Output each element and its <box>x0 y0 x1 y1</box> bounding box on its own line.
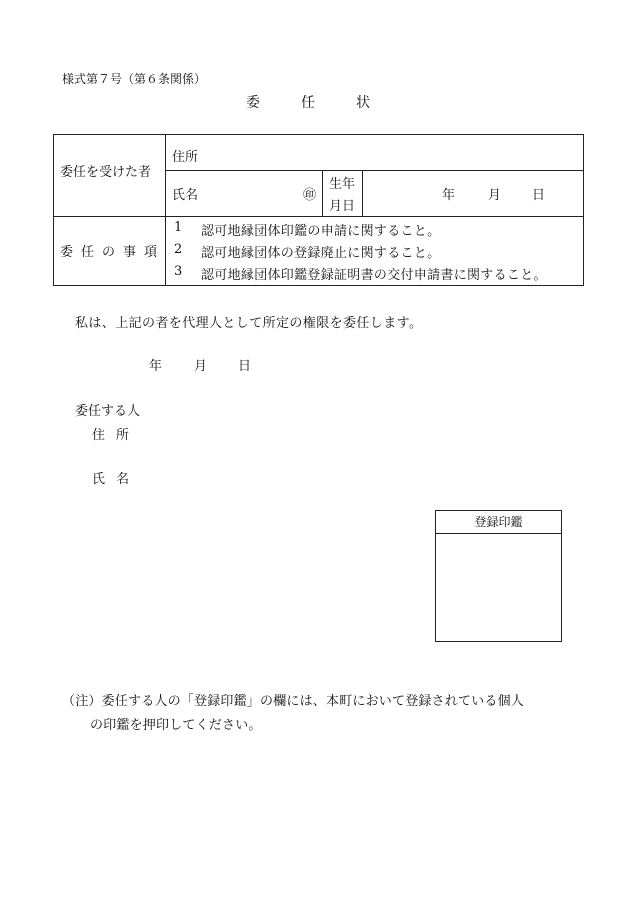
note-line-2: の印鑑を押印してください。 <box>90 718 262 733</box>
label-char: 所 <box>116 428 130 443</box>
seal-mark: ㊞ <box>303 188 317 203</box>
matter-text: 認可地縁団体印鑑登録証明書の交付申請書に関すること。 <box>201 268 547 283</box>
table-divider <box>165 170 583 171</box>
matters-header-char: 項 <box>144 245 158 260</box>
birth-label-line2: 月日 <box>329 199 356 214</box>
title-char: 状 <box>356 95 370 111</box>
registered-seal-box <box>435 510 562 642</box>
document-title <box>246 92 370 112</box>
label-char: 氏 <box>92 472 106 487</box>
birth-year: 年 <box>442 188 456 203</box>
birth-label-line1: 生年 <box>329 177 356 192</box>
table-divider <box>322 170 323 216</box>
address-label: 住所 <box>172 150 199 165</box>
form-number: 様式第７号（第６条関係） <box>62 72 207 86</box>
matter-number: 1 <box>174 220 183 235</box>
matters-header-char: 委 <box>60 245 74 260</box>
title-char: 委 <box>246 95 260 111</box>
label-char: 住 <box>92 428 106 443</box>
principal-address-label <box>92 424 129 443</box>
birth-day: 日 <box>532 188 546 203</box>
table-divider <box>54 216 583 217</box>
sign-date-month: 月 <box>194 359 208 374</box>
table-divider <box>362 170 363 216</box>
birth-month: 月 <box>488 188 502 203</box>
matter-text: 認可地縁団体の登録廃止に関すること。 <box>201 246 441 261</box>
matter-number: 3 <box>174 264 183 279</box>
registered-seal-label: 登録印鑑 <box>436 511 561 534</box>
delegation-table <box>53 134 584 286</box>
sign-date-day: 日 <box>238 359 252 374</box>
sign-date-year: 年 <box>149 359 163 374</box>
matters-header-char: 任 <box>81 245 95 260</box>
matter-number: 2 <box>174 242 183 257</box>
matters-header-char: 事 <box>123 245 137 260</box>
matters-header <box>60 241 157 260</box>
matter-text: 認可地縁団体印鑑の申請に関すること。 <box>201 224 441 239</box>
name-label: 氏名 <box>172 188 199 203</box>
table-divider <box>165 135 166 285</box>
delegation-statement: 私は、上記の者を代理人として所定の権限を委任します。 <box>75 316 423 331</box>
principal-heading: 委任する人 <box>75 404 141 419</box>
label-char: 名 <box>116 472 130 487</box>
title-char: 任 <box>301 95 315 111</box>
matters-header-char: の <box>102 245 116 260</box>
agent-header: 委任を受けた者 <box>60 165 152 180</box>
note-line-1: （注）委任する人の「登録印鑑」の欄には、本町において登録されている個人 <box>62 694 525 709</box>
principal-name-label <box>92 468 129 487</box>
